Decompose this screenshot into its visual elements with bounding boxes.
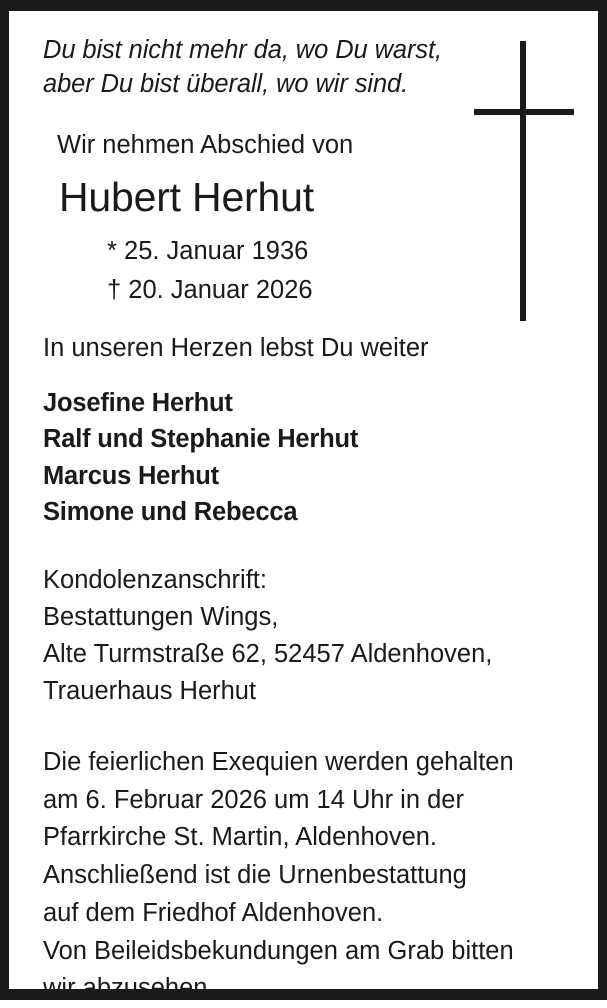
service-details xyxy=(43,744,572,1008)
service-line: Von Beileidsbekundungen am Grab bitten xyxy=(43,936,514,965)
service-line: am 6. Februar 2026 um 14 Uhr in der xyxy=(43,785,464,814)
condolence-line: Bestattungen Wings, xyxy=(43,602,279,631)
list-item: Josefine Herhut xyxy=(43,389,233,418)
christian-cross-icon xyxy=(474,41,574,321)
service-line: Die feierlichen Exequien werden gehalten xyxy=(43,747,514,776)
condolence-line: Trauerhaus Herhut xyxy=(43,676,257,705)
motto-text xyxy=(43,33,473,102)
service-line: Pfarrkirche St. Martin, Aldenhoven. xyxy=(43,823,438,852)
memorial-line: In unseren Herzen lebst Du weiter xyxy=(43,333,429,362)
list-item: Simone und Rebecca xyxy=(43,497,298,526)
survivors-list xyxy=(43,385,572,530)
death-date: † 20. Januar 2026 xyxy=(107,276,313,305)
service-line: auf dem Friedhof Aldenhoven. xyxy=(43,898,384,927)
service-line: Anschließend ist die Urnenbestattung xyxy=(43,861,467,890)
condolence-address xyxy=(43,562,572,710)
motto-line-1: Du bist nicht mehr da, wo Du warst, xyxy=(43,36,442,64)
notice-content xyxy=(9,11,598,1003)
condolence-line: Alte Turmstraße 62, 52457 Aldenhoven, xyxy=(43,639,493,668)
condolence-line: Kondolenzanschrift: xyxy=(43,566,267,595)
service-line: wir abzusehen. xyxy=(43,974,215,1003)
birth-date: * 25. Januar 1936 xyxy=(107,236,309,265)
farewell-line: Wir nehmen Abschied von xyxy=(57,130,354,159)
list-item: Ralf und Stephanie Herhut xyxy=(43,425,359,454)
list-item: Marcus Herhut xyxy=(43,461,219,490)
deceased-name: Hubert Herhut xyxy=(59,174,314,221)
motto-line-2: aber Du bist überall, wo wir sind. xyxy=(43,70,409,99)
